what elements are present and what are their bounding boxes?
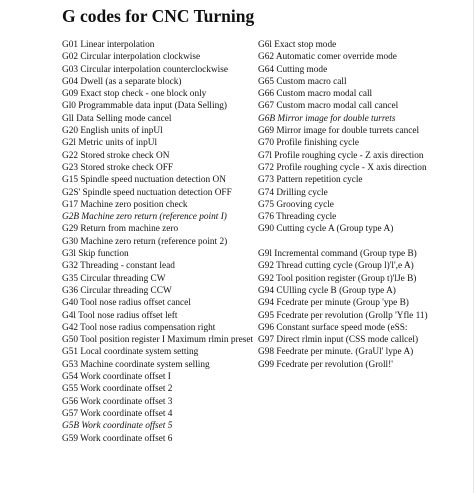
g-code-entry: G2l Metric units of inpUl [62,138,158,149]
g-code-entry: G73 Pattern repetition cycle [258,175,363,186]
g-code-entry: G3l Skip function [62,249,129,260]
g-code-entry: G54 Work coordinate offset I [62,372,171,383]
g-code-entry: G5B Work coordinate offset 5 [62,421,173,432]
g-code-entry: G95 Fcedrate per revolution (Grollp 'Yfle 11) [258,310,428,321]
g-code-entry: G69 Mirror image for double turrets cancel [258,126,420,137]
g-code-entry: G94 Fcedrate per minute (Group 'ype B) [258,298,409,309]
g-code-entry: G04 Dwell (as a separate block) [62,76,182,87]
g-code-entry: G01 Linear interpolation [62,40,155,50]
g-code-entry: G92 Thread cutting cycle (Group l)'l',e A) [258,261,414,272]
g-code-entry: G62 Automatic comer override mode [258,52,397,63]
g-code-entry: G74 Drilling cycle [258,187,328,198]
g-code-entry: G42 Tool nose radius compensation right [62,322,216,333]
g-code-entry: G09 Exact stop check - one block only [62,89,207,100]
g-code-entry: G53 Machine coordinate system selling [62,359,210,370]
g-code-entry: G51 Local coordinate system setting [62,347,199,358]
g-code-entry: G35 Circular threading CW [62,273,166,284]
g-code-entry: G36 Circular threading CCW [62,285,172,296]
g-code-entry: G96 Constant surface speed mode (eSS: [258,322,408,333]
g-code-entry: G99 Fcedrate per revolution (Groll!' [258,359,393,370]
g-code-entry: G98 Feedrate per minute. (GraUl' lype A) [258,347,414,358]
g-code-entry: G6l Exact stop mode [258,40,337,50]
g-code-entry: G75 Grooving cycle [258,199,334,210]
g-code-entry: G50 Tool position register I Maximum rlmin preset [62,335,254,346]
g-code-entry: G57 Work coordinate offset 4 [62,408,173,419]
g-code-entry: G94 CUlling cycle B (Group type A) [258,285,396,296]
g-code-entry: G76 Threading cycle [258,212,337,223]
g-code-entry: G40 Tool nose radius offset cancel [62,298,191,309]
g-code-entry: G02 Circular interpolation clockwise [62,52,201,63]
g-code-entry: G23 Stored stroke check OFF [62,162,174,173]
g-code-entry: G59 Work coordinate offset 6 [62,433,173,444]
g-code-entry: G66 Custom macro modal call [258,89,373,100]
right-code-column [258,39,464,371]
g-code-entry: G65 Custom macro call [258,76,347,87]
g-code-entry: G70 Profile finishing cycle [258,138,359,149]
g-code-entry: G6B Mirror image for double turrets [258,113,396,124]
g-code-entry: G7l Profile roughing cycle - Z axis direction [258,150,424,161]
g-code-entry: G92 Tool position register (Group t)'lJe B) [258,273,417,284]
g-code-entry: Gl0 Programmable data input (Data Selling) [62,101,227,112]
g-code-entry: G15 Spindle speed nuctuation detection ON [62,175,226,186]
g-code-entry: G20 English units of inpUl [62,126,163,137]
left-code-column [62,39,258,445]
g-code-entry: G17 Machine zero position check [62,199,188,210]
g-code-entry: G03 Circular interpolation counterclockwise [62,64,229,75]
g-code-entry: G64 Cutting mode [258,64,328,75]
g-code-entry [258,236,464,248]
g-code-entry: G90 Cutting cycle A (Group type A) [258,224,394,235]
g-code-entry: G32 Threading - constant lead [62,261,175,272]
g-code-entry: G2S' Spindle speed nuctuation detection OFF [62,187,232,198]
g-code-entry: G4l Tool nose radius offset left [62,310,178,321]
g-code-entry: G97 Direct rlmin input (CSS mode callcel) [258,335,419,346]
g-code-entry: G2B Machine zero return (reference point I) [62,212,227,223]
page-title: G codes for CNC Turning [62,6,255,26]
g-code-entry: Gll Data Selling mode cancel [62,113,172,124]
g-code-entry: G55 Work coordinate offset 2 [62,384,173,395]
g-code-entry: G72 Profile roughing cycle - X axis direction [258,162,427,173]
g-code-entry: G9l Incremental command (Group type B) [258,249,417,260]
g-code-entry: G22 Stored stroke check ON [62,150,170,161]
g-code-entry: G29 Return from machine zero [62,224,179,235]
g-code-entry: G56 Work coordinate offset 3 [62,396,173,407]
g-code-entry: G30 Machine zero return (reference point 2) [62,236,228,247]
g-code-entry: G67 Custom macro modal call cancel [258,101,399,112]
